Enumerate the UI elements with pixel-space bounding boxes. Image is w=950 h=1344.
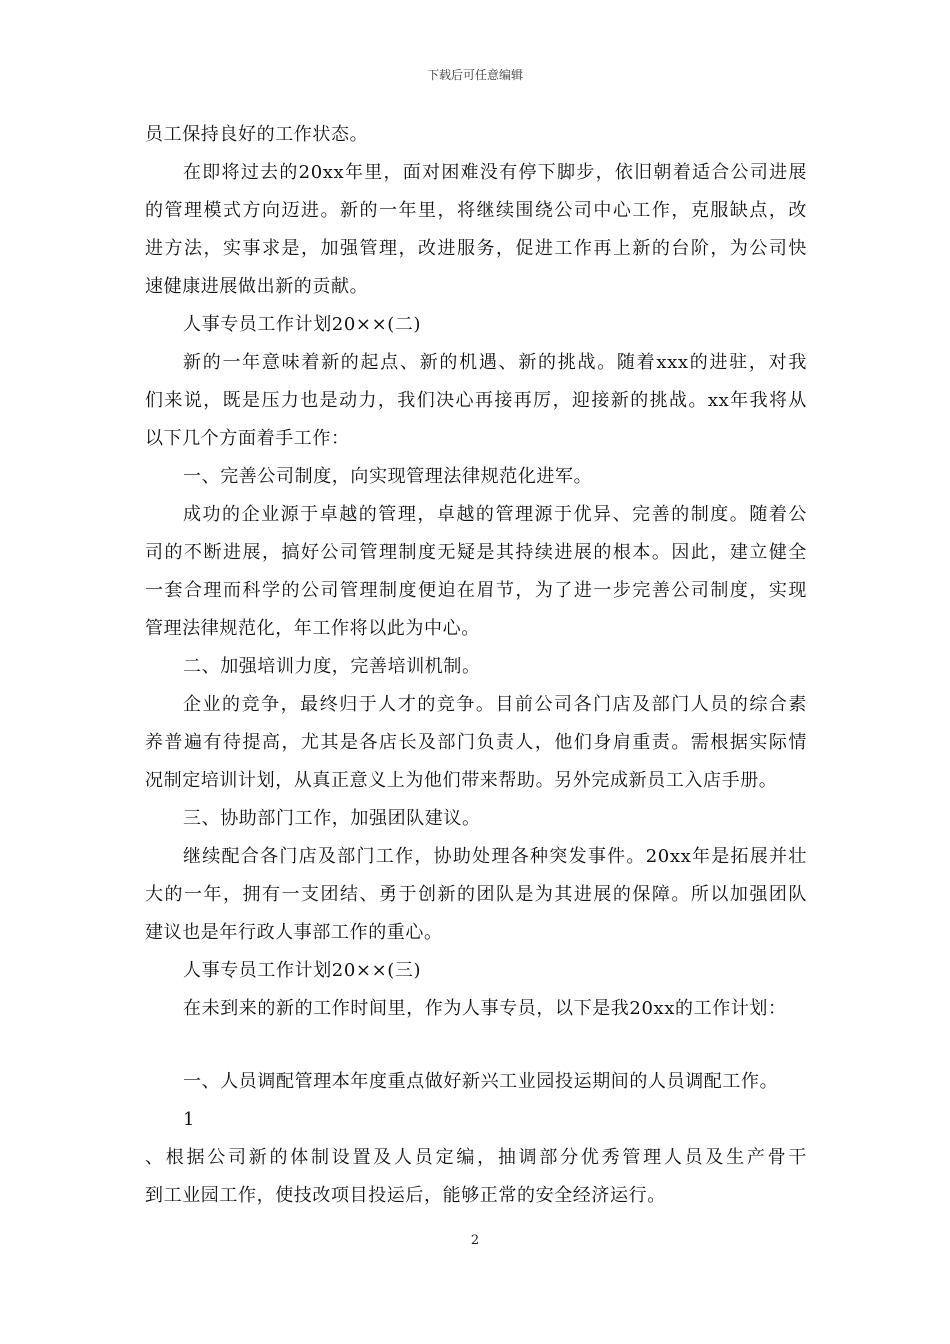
text-line: 养普遍有待提高，尤其是各店长及部门负责人，他们身肩重责。需根据实际情 <box>145 732 807 753</box>
text-line: 建议也是年行政人事部工作的重心。 <box>145 922 443 943</box>
page-header: 下载后可任意编辑 <box>426 68 523 82</box>
text-line: 们来说，既是压力也是动力，我们决心再接再厉，迎接新的挑战。xx年我将从 <box>145 390 807 411</box>
text-line: 到工业园工作，使技改项目投运后，能够正常的安全经济运行。 <box>145 1185 666 1206</box>
text-line: 以下几个方面着手工作： <box>145 428 350 449</box>
section-heading-plan-3: 人事专员工作计划20××(三) <box>183 960 422 981</box>
text-line: 成功的企业源于卓越的管理，卓越的管理源于优异、完善的制度。随着公 <box>183 504 807 525</box>
subheading-training: 二、加强培训力度，完善培训机制。 <box>183 656 481 677</box>
paragraph-management <box>145 496 807 648</box>
paragraph-cooperation <box>145 838 807 952</box>
paragraph-continuation: 员工保持良好的工作状态。 <box>145 124 369 145</box>
list-number: 1 <box>183 1109 196 1130</box>
text-line: 速健康进展做出新的贡献。 <box>145 276 369 297</box>
text-line: 的管理模式方向迈进。新的一年里，将继续围绕公司中心工作，克服缺点，改 <box>145 200 807 221</box>
paragraph-intro-plan: 在未到来的新的工作时间里，作为人事专员，以下是我20xx的工作计划： <box>183 998 787 1019</box>
text-line: 况制定培训计划，从真正意义上为他们带来帮助。另外完成新员工入店手册。 <box>145 770 778 791</box>
document-body <box>145 116 807 1215</box>
text-line: 在即将过去的20xx年里，面对困难没有停下脚步，依旧朝着适合公司进展 <box>183 162 807 183</box>
text-line: 企业的竞争，最终归于人才的竞争。目前公司各门店及部门人员的综合素 <box>183 694 807 715</box>
subheading-staffing: 一、人员调配管理本年度重点做好新兴工业园投运期间的人员调配工作。 <box>183 1071 779 1092</box>
page-number: 2 <box>470 1233 480 1248</box>
text-line: 继续配合各门店及部门工作，协助处理各种突发事件。20xx年是拓展并壮 <box>183 846 807 867</box>
subheading-system: 一、完善公司制度，向实现管理法律规范化进军。 <box>183 466 593 487</box>
paragraph-year-summary <box>145 154 807 306</box>
text-line: 进方法，实事求是，加强管理，改进服务，促进工作再上新的台阶，为公司快 <box>145 238 807 259</box>
text-line: 管理法律规范化，年工作将以此为中心。 <box>145 618 480 639</box>
paragraph-staffing-detail <box>145 1139 807 1215</box>
text-line: 一套合理而科学的公司管理制度便迫在眉节，为了进一步完善公司制度，实现 <box>145 580 807 601</box>
text-line: 大的一年，拥有一支团结、勇于创新的团队是为其进展的保障。所以加强团队 <box>145 884 807 905</box>
paragraph-new-year <box>145 344 807 458</box>
subheading-team: 三、协助部门工作，加强团队建议。 <box>183 808 481 829</box>
text-line: 新的一年意味着新的起点、新的机遇、新的挑战。随着xxx的进驻，对我 <box>183 352 807 373</box>
section-heading-plan-2: 人事专员工作计划20××(二) <box>183 314 422 335</box>
paragraph-talent <box>145 686 807 800</box>
text-line: 司的不断进展，搞好公司管理制度无疑是其持续进展的根本。因此，建立健全 <box>145 542 807 563</box>
text-line: 、根据公司新的体制设置及人员定编，抽调部分优秀管理人员及生产骨干 <box>145 1147 807 1168</box>
